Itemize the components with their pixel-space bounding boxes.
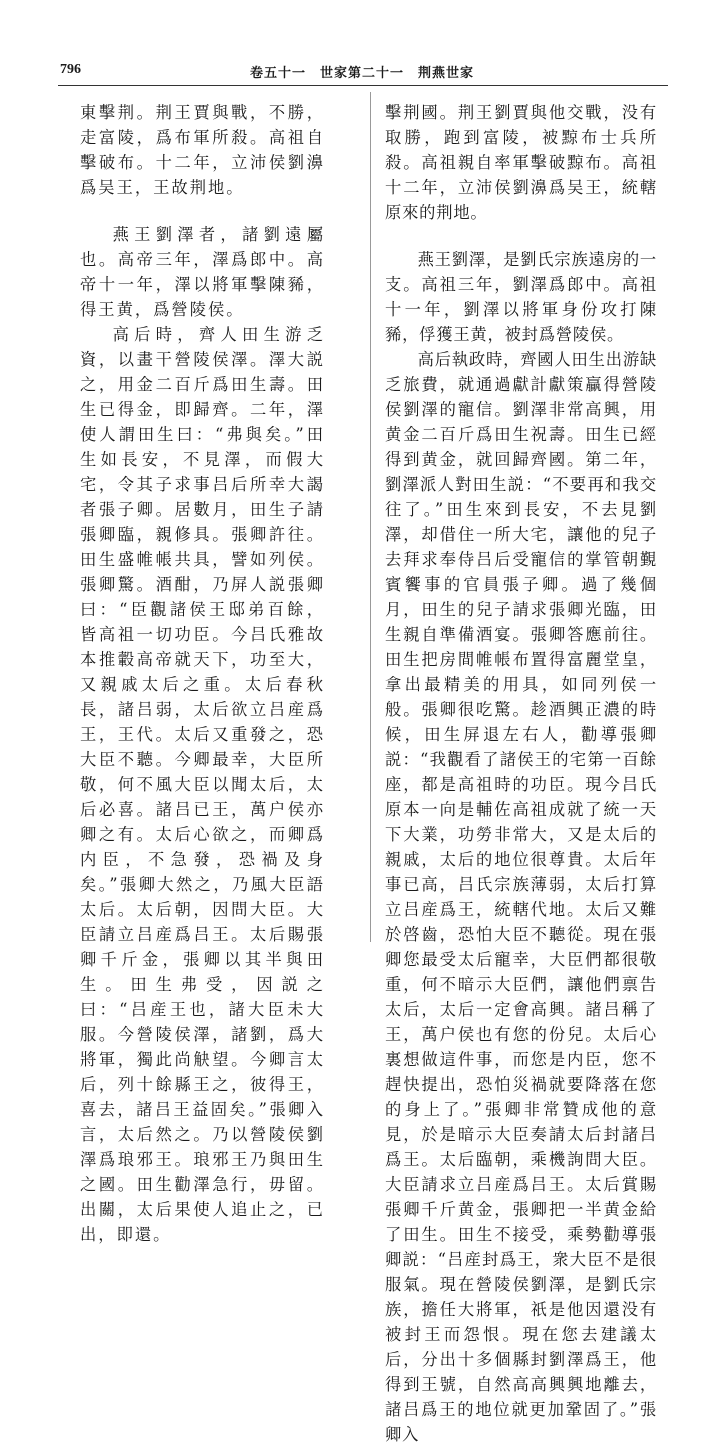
classical-text-column: [80, 100, 325, 1247]
running-head: 卷五十一 世家第二十一 荆燕世家: [250, 66, 475, 81]
translation-paragraph-1: 擊荆國。荆王劉賈與他交戰，没有取勝，跑到富陵，被黥布士兵所殺。高祖親自率軍擊破黥布。高祖十二年，立沛侯劉濞爲吴王，統轄原來的荆地。: [385, 103, 657, 222]
page-header: [60, 62, 660, 84]
classical-paragraph-1: 東擊荆。荆王賈與戰，不勝，走富陵，爲布軍所殺。高祖自擊破布。十二年，立沛侯劉濞爲吴王，王故荆地。: [80, 103, 325, 197]
translation-text-column: [385, 100, 657, 1447]
column-divider: [370, 92, 371, 942]
classical-paragraph-2: 燕王劉澤者，諸劉遠屬也。高帝三年，澤爲郎中。高帝十一年，澤以將軍擊陳豨，得王黄，爲營陵侯。: [80, 225, 325, 319]
header-rule: [58, 85, 668, 86]
translation-paragraph-2: 燕王劉澤，是劉氏宗族遠房的一支。高祖三年，劉澤爲郎中。高祖十一年，劉澤以將軍身份攻打陳豨，俘獲王黄，被封爲營陵侯。: [385, 250, 657, 344]
translation-paragraph-3: 高后執政時，齊國人田生出游缺乏旅費，就通過獻計獻策贏得營陵侯劉澤的寵信。劉澤非常高興，用黄金二百斤爲田生祝壽。田生已經得到黄金，就回歸齊國。第二年，劉澤派人對田生説：“不要再和我交往了。”田生來到長安，不去見劉澤，却借住一所大宅，讓他的兒子去拜求奉侍吕后受寵信的掌管朝覲賓饗事的官員張子卿。過了幾個月，田生的兒子請求張卿光臨，田生親自準備酒宴。張卿答應前往。田生把房間帷帳布置得富麗堂皇，拿出最精美的用具，如同列侯一般。張卿很吃驚。趁酒興正濃的時候，田生屏退左右人，勸導張卿説：“我觀看了諸侯王的宅第一百餘座，都是高祖時的功臣。現今吕氏原本一向是輔佐高祖成就了統一天下大業，功勞非常大，又是太后的親戚，太后的地位很尊貴。太后年事已高，吕氏宗族薄弱，太后打算立吕産爲王，統轄代地。太后又難於啓齒，恐怕大臣不聽從。現在張卿您最受太后寵幸，大臣們都很敬重，何不暗示大臣們，讓他們禀告太后，太后一定會高興。諸吕稱了王，萬户侯也有您的份兒。太后心裏想做這件事，而您是内臣，您不趕快提出，恐怕災禍就要降落在您的身上了。”張卿非常贊成他的意見，於是暗示大臣奏請太后封諸吕爲王。太后臨朝，乘機詢問大臣。大臣請求立吕産爲吕王。太后賞賜張卿千斤黄金，張卿把一半黄金給了田生。田生不接受，乘勢勸導張卿説：“吕産封爲王，衆大臣不是很服氣。現在營陵侯劉澤，是劉氏宗族，擔任大將軍，祇是他因還没有被封王而怨恨。現在您去建議太后，分出十多個縣封劉澤爲王，他得到王號，自然高高興興地離去，諸吕爲王的地位就更加鞏固了。”張卿入: [385, 350, 657, 1444]
page-number: 796: [60, 62, 81, 77]
classical-paragraph-3: 高后時，齊人田生游乏資，以畫干營陵侯澤。澤大説之，用金二百斤爲田生壽。田生已得金，即歸齊。二年，澤使人謂田生曰：“弗與矣。”田生如長安，不見澤，而假大宅，令其子求事吕后所幸大謁者張子卿。居數月，田生子請張卿臨，親修具。張卿許往。田生盛帷帳共具，譬如列侯。張卿驚。酒酣，乃屏人説張卿曰：“臣觀諸侯王邸弟百餘，皆高祖一切功臣。今吕氏雅故本推轂高帝就天下，功至大，又親戚太后之重。太后春秋長，諸吕弱，太后欲立吕産爲王，王代。太后又重發之，恐大臣不聽。今卿最幸，大臣所敬，何不風大臣以聞太后，太后必喜。諸吕已王，萬户侯亦卿之有。太后心欲之，而卿爲内臣，不急發，恐禍及身矣。”張卿大然之，乃風大臣語太后。太后朝，因問大臣。大臣請立吕産爲吕王。太后賜張卿千斤金，張卿以其半與田生。田生弗受，因説之曰：“吕産王也，諸大臣未大服。今營陵侯澤，諸劉，爲大將軍，獨此尚觖望。今卿言太后，列十餘縣王之，彼得王，喜去，諸吕王益固矣。”張卿入言，太后然之。乃以營陵侯劉澤爲琅邪王。琅邪王乃與田生之國。田生勸澤急行，毋留。出關，太后果使人追止之，已出，即還。: [80, 325, 325, 1244]
